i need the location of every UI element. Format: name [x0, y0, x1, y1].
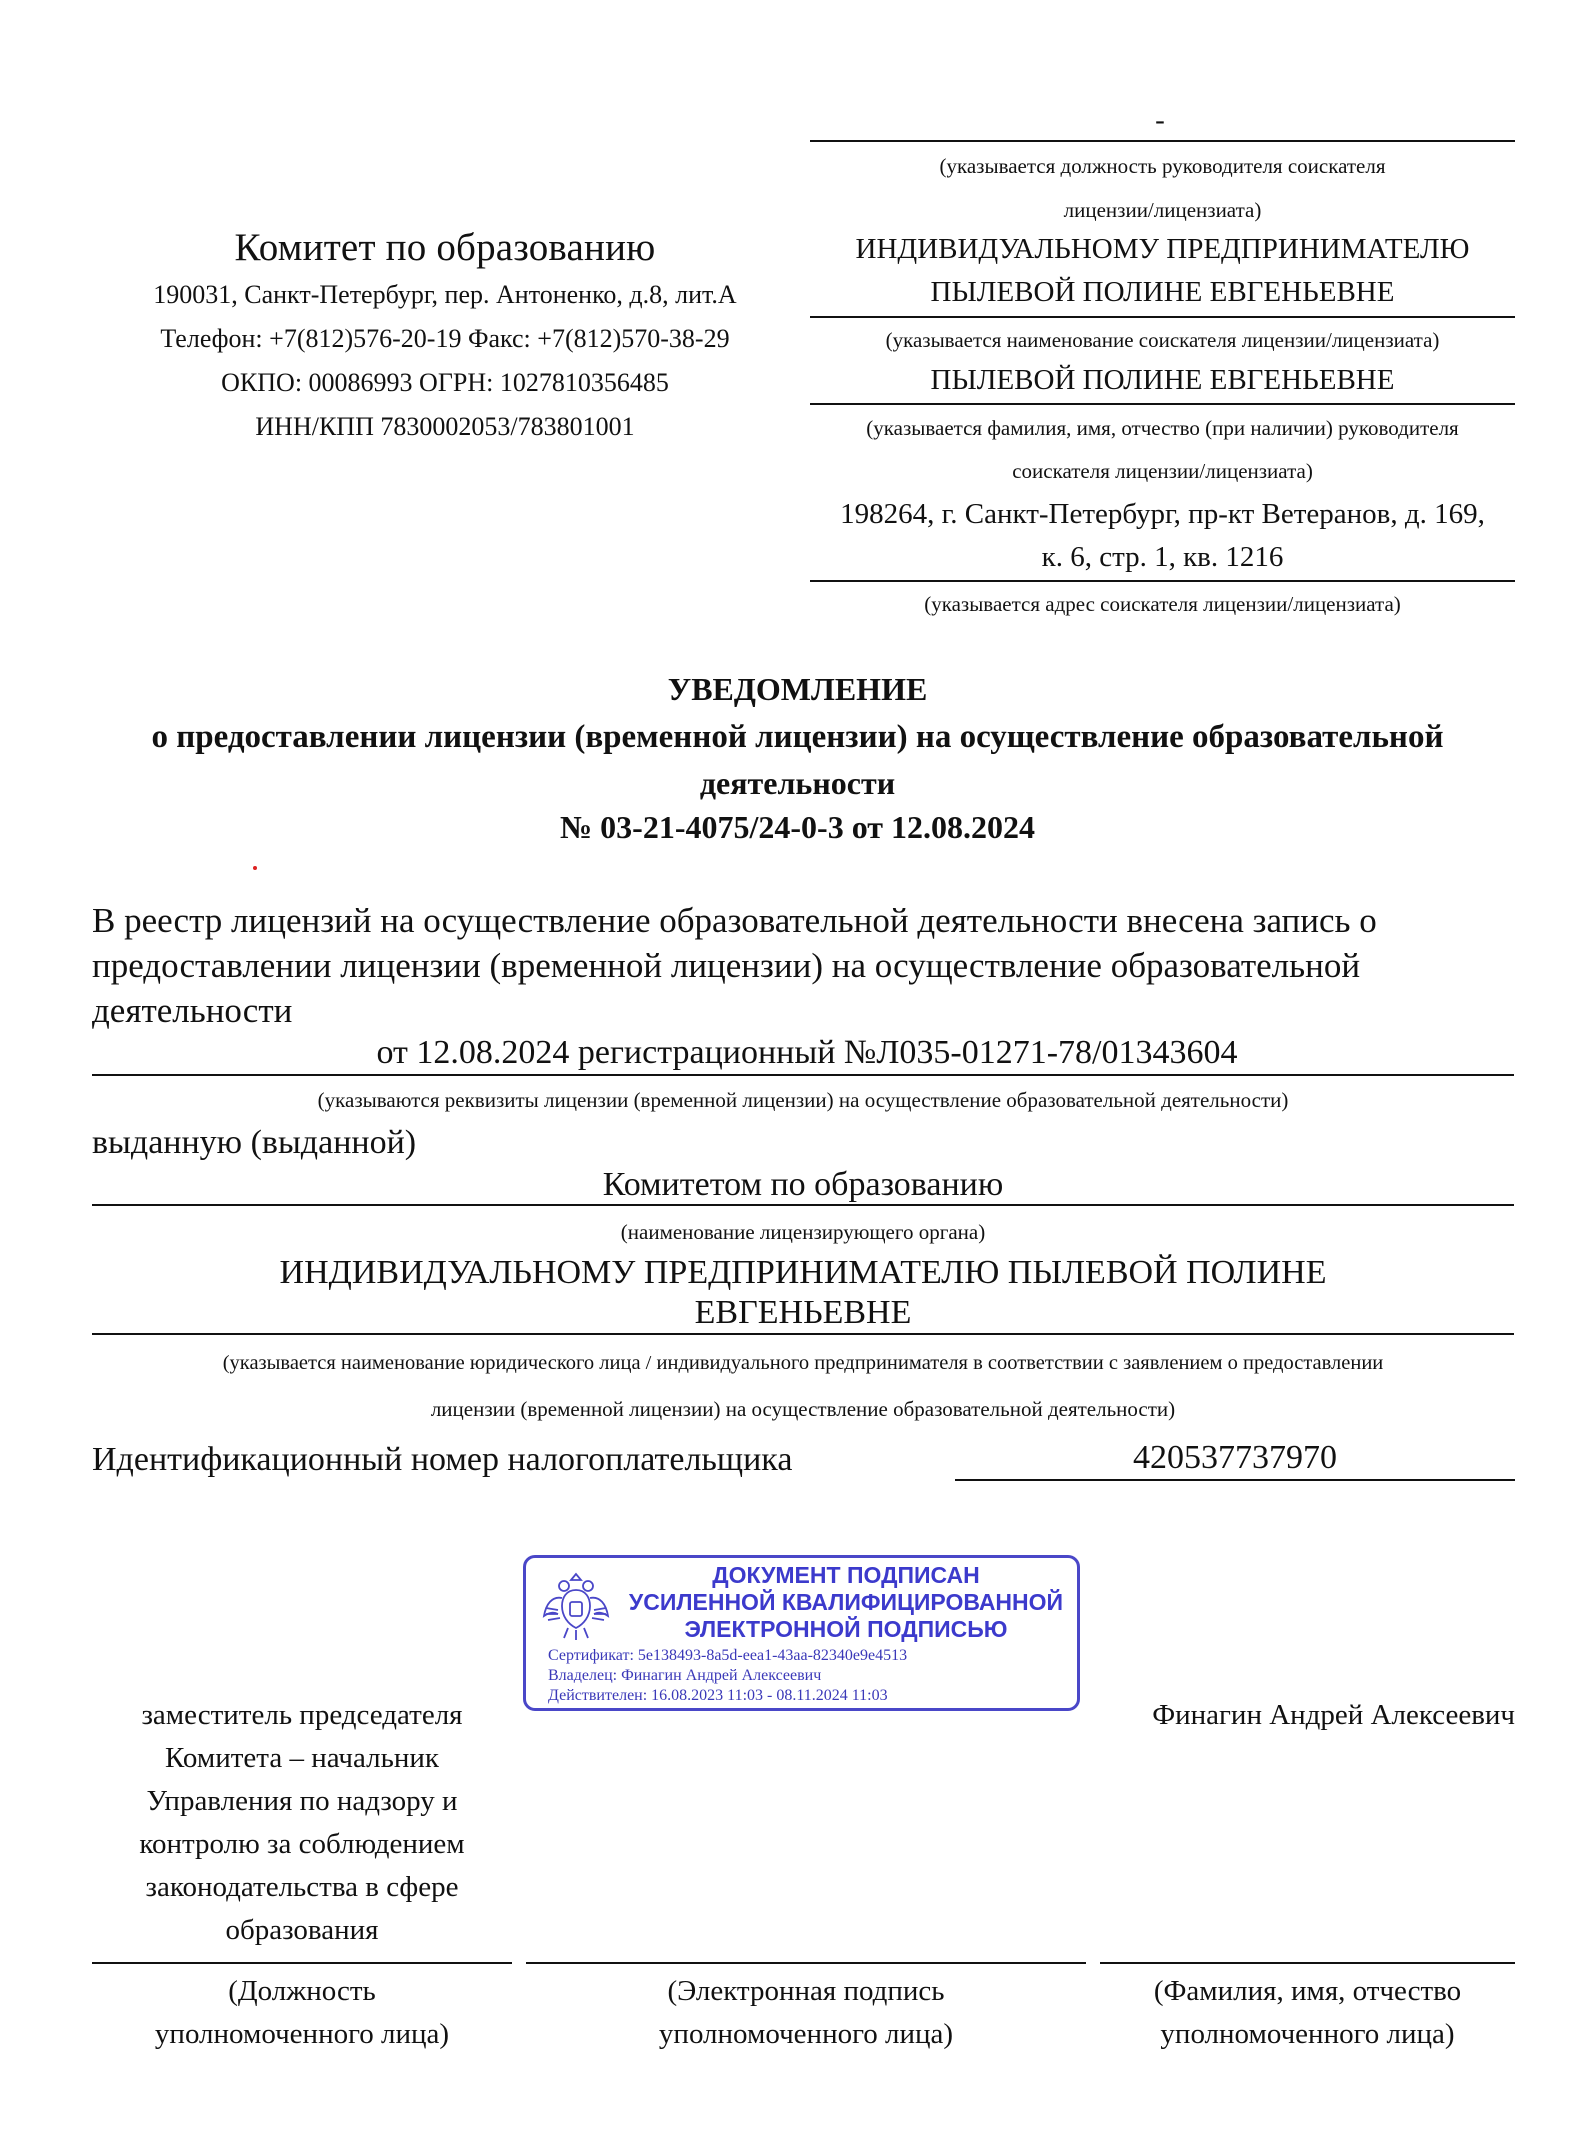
signer-position-2: Комитета – начальник: [165, 1742, 439, 1774]
document-title: УВЕДОМЛЕНИЕ: [667, 671, 928, 707]
caption-sign-2: уполномоченного лица): [658, 2018, 954, 2050]
coat-of-arms-icon: [538, 1568, 614, 1644]
stamp-head-2: УСИЛЕННОЙ КВАЛИФИЦИРОВАННОЙ: [628, 1589, 1064, 1615]
document-subtitle-1: о предоставлении лицензии (временной лицензии) на осуществление образовательной: [151, 719, 1444, 755]
recipient-position-hint-2: лицензии/лицензиата): [1063, 198, 1262, 222]
recipient-address-hint: (указывается адрес соискателя лицензии/лицензиата): [924, 592, 1401, 616]
recipient-address-line-1: 198264, г. Санкт-Петербург, пр-кт Ветеранов, д. 169,: [840, 498, 1485, 530]
issuer-hint: (наименование лицензирующего органа): [620, 1220, 986, 1244]
licensee-hint-2: лицензии (временной лицензии) на осуществление образовательной деятельности): [430, 1397, 1176, 1421]
signer-position-5: законодательства в сфере: [145, 1871, 459, 1903]
license-details: от 12.08.2024 регистрационный №Л035-01271-78/01343604: [376, 1034, 1238, 1071]
caption-position-1: (Должность: [228, 1975, 376, 2007]
stamp-valid: Действителен: 16.08.2023 11:03 - 08.11.2024 11:03: [548, 1687, 888, 1704]
document-number: № 03-21-4075/24-0-3 от 12.08.2024: [560, 809, 1035, 845]
committee-phone: Телефон: +7(812)576-20-19 Факс: +7(812)570-38-29: [160, 324, 730, 353]
recipient-head-hint-2: соискателя лицензии/лицензиата): [1012, 459, 1313, 483]
license-details-line: [92, 1074, 1514, 1076]
signer-position-1: заместитель председателя: [141, 1699, 463, 1731]
recipient-position-hint-1: (указывается должность руководителя соискателя: [939, 154, 1386, 178]
recipient-name-line-1: ИНДИВИДУАЛЬНОМУ ПРЕДПРИНИМАТЕЛЮ: [855, 233, 1470, 265]
inn-label: Идентификационный номер налогоплательщика: [92, 1441, 793, 1478]
caption-position-2: уполномоченного лица): [154, 2018, 450, 2050]
inn-value: 420537737970: [1133, 1439, 1337, 1476]
caption-name-1: (Фамилия, имя, отчество: [1153, 1975, 1462, 2007]
document-subtitle-2: деятельности: [699, 765, 896, 801]
signer-position-6: образования: [225, 1914, 379, 1946]
signature-line-position: [92, 1962, 512, 1964]
signer-name: Финагин Андрей Алексеевич: [1152, 1699, 1515, 1731]
signature-line-sign: [526, 1962, 1086, 1964]
recipient-head-line: [810, 403, 1515, 405]
signer-position-3: Управления по надзору и: [146, 1785, 458, 1817]
committee-address: 190031, Санкт-Петербург, пер. Антоненко, д.8, лит.А: [153, 280, 737, 309]
body-paragraph-line-3: деятельности: [92, 991, 293, 1030]
issued-label: выданную (выданной): [92, 1124, 417, 1161]
license-hint: (указываются реквизиты лицензии (временной лицензии) на осуществление образовательной деятельности): [317, 1088, 1289, 1112]
recipient-address-line-2: к. 6, стр. 1, кв. 1216: [1041, 541, 1284, 573]
recipient-position-value: -: [1155, 104, 1165, 136]
signer-position-4: контролю за соблюдением: [139, 1828, 465, 1860]
electronic-signature-stamp: [523, 1555, 1080, 1711]
signature-line-name: [1100, 1962, 1515, 1964]
body-paragraph-line-1: В реестр лицензий на осуществление образовательной деятельности внесена запись о: [92, 901, 1377, 940]
stamp-certificate: Сертификат: 5e138493-8a5d-eea1-43aa-82340e9e4513: [548, 1647, 908, 1664]
caption-name-2: уполномоченного лица): [1160, 2018, 1455, 2050]
licensee-hint-1: (указывается наименование юридического лица / индивидуального предпринимателя в соответствии с заявлением о предоставлении: [222, 1352, 1384, 1374]
stamp-head-1: ДОКУМЕНТ ПОДПИСАН: [712, 1562, 980, 1588]
committee-okpo: ОКПО: 00086993 ОГРН: 1027810356485: [221, 368, 669, 397]
committee-title: Комитет по образованию: [234, 226, 656, 269]
recipient-name-hint: (указывается наименование соискателя лицензии/лицензиата): [885, 328, 1440, 352]
issuer-line: [92, 1204, 1514, 1206]
licensee-line: [92, 1333, 1514, 1335]
licensee-line-2: ЕВГЕНЬЕВНЕ: [694, 1294, 912, 1331]
stamp-head-3: ЭЛЕКТРОННОЙ ПОДПИСЬЮ: [684, 1616, 1008, 1642]
recipient-head-name: ПЫЛЕВОЙ ПОЛИНЕ ЕВГЕНЬЕВНЕ: [930, 364, 1395, 396]
red-dot: [253, 866, 257, 870]
caption-sign-1: (Электронная подпись: [667, 1975, 945, 2007]
stamp-owner: Владелец: Финагин Андрей Алексеевич: [548, 1667, 822, 1684]
body-paragraph-line-2: предоставлении лицензии (временной лицензии) на осуществление образовательной: [92, 946, 1361, 985]
committee-inn: ИНН/КПП 7830002053/783801001: [255, 412, 635, 441]
inn-line: [955, 1479, 1515, 1481]
recipient-head-hint-1: (указывается фамилия, имя, отчество (при наличии) руководителя: [866, 416, 1459, 440]
licensee-line-1: ИНДИВИДУАЛЬНОМУ ПРЕДПРИНИМАТЕЛЮ ПЫЛЕВОЙ ПОЛИНЕ: [279, 1254, 1327, 1291]
recipient-position-line: [810, 140, 1515, 142]
recipient-name-line-2: ПЫЛЕВОЙ ПОЛИНЕ ЕВГЕНЬЕВНЕ: [930, 276, 1395, 308]
issuer-name: Комитетом по образованию: [602, 1166, 1004, 1203]
